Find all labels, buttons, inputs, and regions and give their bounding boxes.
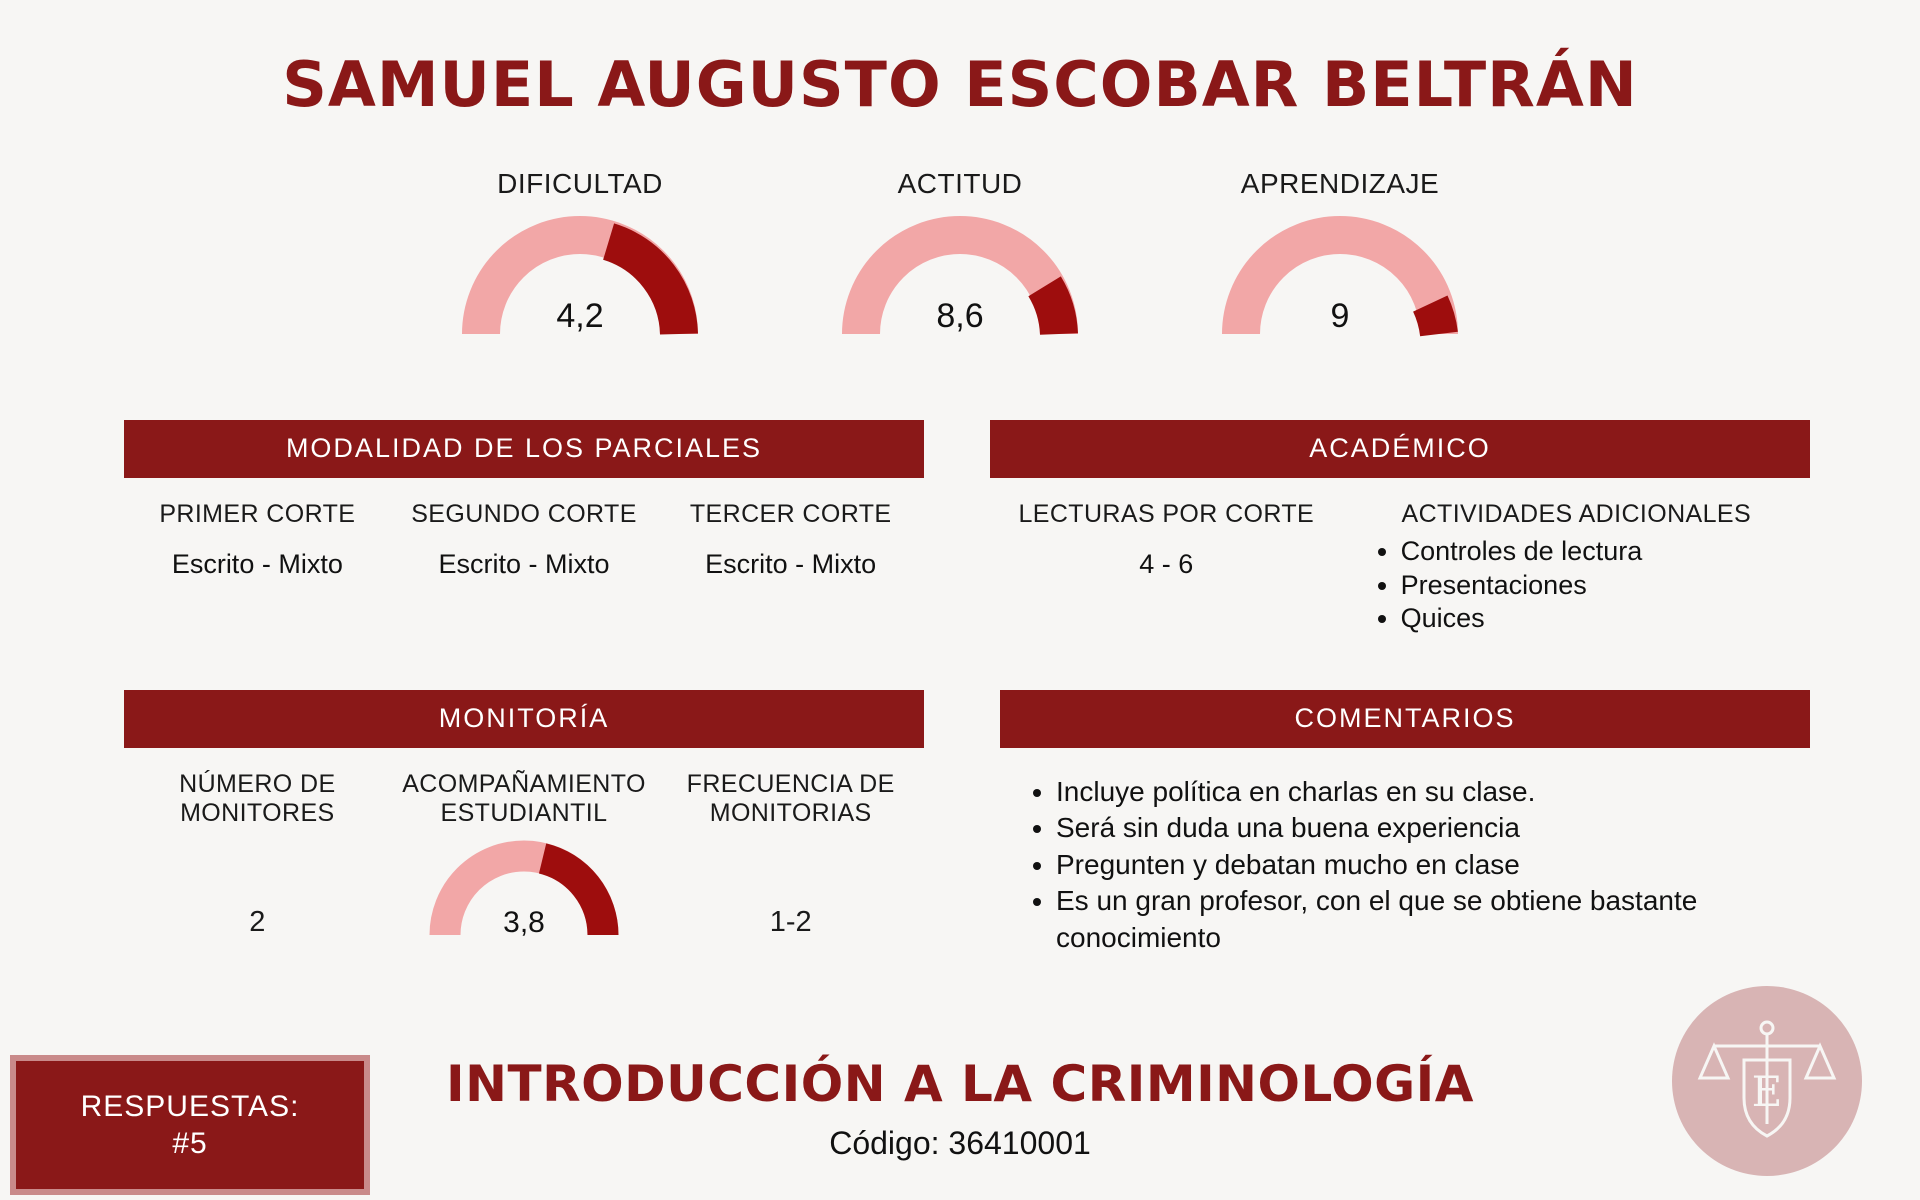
academico-col-lecturas [990, 500, 1343, 636]
section-comentarios [1000, 690, 1810, 956]
monitoria-value-acompanamiento: 3,8 [503, 905, 545, 939]
list-item: • Será sin duda una buena experiencia [1056, 810, 1810, 846]
modalidad-col-segundo [391, 500, 658, 580]
monitoria-col-frecuencia [657, 770, 924, 939]
course-name: INTRODUCCIÓN A LA CRIMINOLOGÍA [446, 1055, 1474, 1113]
gauge-actitud [810, 168, 1110, 342]
gauge-value-dificultad: 4,2 [556, 297, 604, 335]
monitoria-columns [124, 770, 924, 942]
academico-actividades-list [1401, 535, 1810, 636]
course-code: Código: 36410001 [829, 1125, 1091, 1161]
section-modalidad [124, 420, 924, 580]
list-item: • Incluye política en charlas en su clase. [1056, 774, 1810, 810]
course-footer [0, 1055, 1920, 1162]
page-title: SAMUEL AUGUSTO ESCOBAR BELTRÁN [282, 48, 1638, 121]
section-title-monitoria: MONITORÍA [124, 690, 924, 748]
monitoria-head-frecuencia: FRECUENCIA DE MONITORIAS [686, 770, 895, 827]
monitoria-value-numero: 2 [249, 905, 266, 938]
gauge-label-dificultad: DIFICULTAD [497, 168, 663, 199]
modalidad-head-segundo: SEGUNDO CORTE [411, 500, 637, 528]
respuestas-label: RESPUESTAS: [80, 1089, 300, 1123]
gauge-arc-actitud [835, 214, 1085, 342]
gauge-label-actitud: ACTITUD [897, 168, 1023, 199]
respuestas-count: #5 [172, 1127, 208, 1160]
monitoria-head-acompanamiento: ACOMPAÑAMIENTO ESTUDIANTIL [402, 770, 646, 827]
modalidad-col-tercer [657, 500, 924, 580]
monitoria-value-frecuencia: 1-2 [769, 905, 812, 938]
academico-value-lecturas: 4 - 6 [1139, 548, 1194, 579]
svg-text:E: E [1751, 1067, 1783, 1116]
gauge-label-aprendizaje: APRENDIZAJE [1240, 168, 1440, 199]
section-title-modalidad: MODALIDAD DE LOS PARCIALES [124, 420, 924, 478]
list-item: • Quices [1401, 602, 1810, 636]
section-title-academico: ACADÉMICO [990, 420, 1810, 478]
academico-col-actividades [1343, 500, 1810, 636]
academico-head-actividades: ACTIVIDADES ADICIONALES [1401, 500, 1752, 528]
gauge-value-aprendizaje: 9 [1330, 297, 1350, 335]
modalidad-head-primer: PRIMER CORTE [159, 500, 356, 528]
modalidad-value-tercer: Escrito - Mixto [705, 548, 877, 579]
modalidad-col-primer [124, 500, 391, 580]
gauge-dificultad [430, 168, 730, 342]
gauge-value-actitud: 8,6 [936, 297, 984, 335]
gauge-arc-dificultad [455, 214, 705, 342]
scales-of-justice-icon [1692, 1006, 1842, 1156]
list-item: • Presentaciones [1401, 569, 1810, 603]
section-title-comentarios: COMENTARIOS [1000, 690, 1810, 748]
gauge-arc-aprendizaje [1215, 214, 1465, 342]
section-academico [990, 420, 1810, 636]
monitoria-col-numero [124, 770, 391, 939]
list-item: • Controles de lectura [1401, 535, 1810, 569]
ratings-row [430, 168, 1490, 342]
list-item: • Es un gran profesor, con el que se obtiene bastante conocimiento [1056, 883, 1810, 956]
monitoria-col-acompanamiento [391, 770, 658, 942]
modalidad-columns [124, 500, 924, 580]
academico-columns [990, 500, 1810, 636]
gauge-arc-acompanamiento [424, 838, 624, 942]
monitoria-gauge-wrapper [391, 838, 658, 942]
modalidad-value-primer: Escrito - Mixto [171, 548, 343, 579]
modalidad-value-segundo: Escrito - Mixto [438, 548, 610, 579]
scales-of-justice-logo [1672, 986, 1862, 1176]
gauge-aprendizaje [1190, 168, 1490, 342]
modalidad-head-tercer: TERCER CORTE [689, 500, 892, 528]
section-monitoria [124, 690, 924, 942]
monitoria-head-numero: NÚMERO DE MONITORES [179, 770, 336, 827]
academico-head-lecturas: LECTURAS POR CORTE [1018, 500, 1315, 528]
comentarios-list [1056, 774, 1810, 956]
list-item: • Pregunten y debatan mucho en clase [1056, 847, 1810, 883]
